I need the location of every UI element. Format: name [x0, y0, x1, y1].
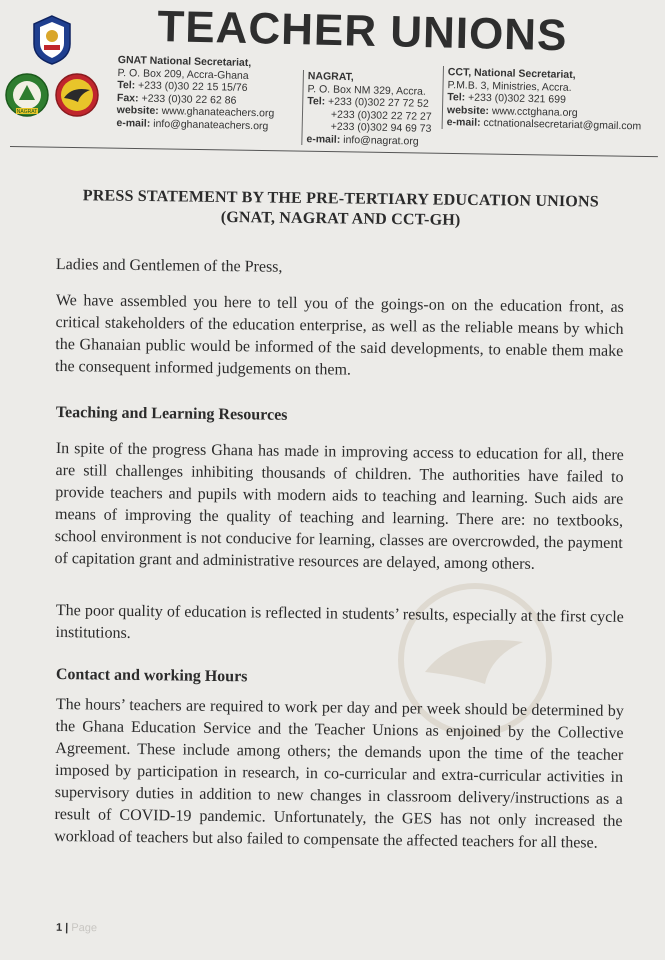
nagrat-tel-2: +233 (0)302 22 72 27 — [330, 108, 432, 123]
union-logos — [2, 12, 110, 122]
cct-logo-icon — [54, 72, 100, 118]
nagrat-contact-block — [301, 70, 432, 148]
page-number: 1 — [55, 921, 63, 934]
nagrat-logo-text: NAGRAT — [16, 109, 38, 115]
section-heading-working-hours: Contact and working Hours — [55, 666, 248, 686]
gnat-address: P. O. Box 209, Accra-Ghana — [117, 66, 249, 82]
cct-tel: +233 (0)302 321 699 — [465, 91, 567, 106]
cct-tel-label: Tel: — [447, 91, 466, 104]
gnat-website-link[interactable]: www.ghanateachers.org — [158, 104, 275, 120]
cct-website-label: website: — [446, 103, 490, 117]
intro-paragraph: We have assembled you here to tell you of the goings-on on the education front, as critical stakeholders of the education enterprise, as well as the reliable means by which the Ghanaian public would be informed of the said developments, to enable them make the consequent informed judgements on them. — [54, 291, 624, 379]
cct-email-label: e-mail: — [446, 116, 481, 129]
gnat-fax-label: Fax: — [116, 91, 139, 104]
letterhead-title: TEACHER UNIONS — [156, 2, 568, 61]
nagrat-tel-label: Tel: — [307, 95, 326, 108]
cct-email-link[interactable]: cctnationalsecretariat@gmail.com — [480, 116, 642, 133]
gnat-email-link[interactable]: info@ghanateachers.org — [150, 117, 269, 132]
gnat-website-label: website: — [116, 103, 159, 117]
letterhead-divider — [10, 146, 658, 157]
quality-paragraph: The poor quality of education is reflected in students’ results, especially at the first cycle institutions. — [55, 601, 624, 642]
greeting: Ladies and Gentlemen of the Press, — [55, 255, 283, 276]
working-hours-paragraph: The hours’ teachers are required to work per day and per week should be determined by the Ghana Education Service and the Teacher Unions as enjoined by the Collective Agreement. These include among others; the demands upon the time of the teacher imposed by participation in research, in co-curricular and extra-curricular activities in supervisory duties in addition to new changes in classroom delivery/instructions as a result of COVID-19 pandemic. Unfortunately, the GES has not only increased the workload of teachers but also failed to compensate the affected teachers for all these. — [54, 695, 624, 852]
resources-paragraph: In spite of the progress Ghana has made in improving access to education for all, there are still challenges inhibiting thousands of children. The authorities have failed to provide teachers and pupils with modern aids to teaching and learning. Such aids are means of improving the quality of teaching and learning. There are: no textbooks, school environment is not conducive for learning, classes are overcrowded, the payment of capitation grant and administrative resources are delayed, among others. — [54, 439, 624, 573]
heading-line-1: PRESS STATEMENT BY THE PRE-TERTIARY EDUCATION UNIONS — [82, 187, 599, 211]
gnat-tel: +233 (0)30 22 15 15/76 — [135, 79, 248, 94]
cct-contact-block — [442, 66, 643, 133]
page-word: Page — [71, 921, 98, 935]
page-separator: | — [62, 921, 72, 934]
nagrat-email-link[interactable]: info@nagrat.org — [340, 133, 419, 148]
section-heading-resources: Teaching and Learning Resources — [55, 404, 288, 424]
press-statement-heading — [66, 186, 616, 233]
nagrat-tel-3: +233 (0)302 94 69 73 — [330, 120, 432, 135]
cct-name: CCT, National Secretariat, — [447, 66, 576, 82]
gnat-fax: +233 (0)30 22 62 86 — [138, 91, 237, 107]
nagrat-email-label: e-mail: — [306, 132, 341, 146]
page-footer — [56, 922, 97, 935]
nagrat-address: P. O. Box NM 329, Accra. — [307, 82, 426, 98]
nagrat-logo-icon — [4, 72, 50, 118]
nagrat-tel-1: +233 (0)302 27 72 52 — [325, 95, 429, 110]
gnat-contact-block — [116, 54, 275, 133]
cct-address: P.M.B. 3, Ministries, Accra. — [447, 78, 572, 94]
gnat-email-label: e-mail: — [116, 116, 151, 130]
gnat-logo-icon — [30, 14, 74, 66]
gnat-name: GNAT National Secretariat, — [117, 54, 252, 70]
cct-website-link[interactable]: www.cctghana.org — [488, 104, 578, 119]
gnat-tel-label: Tel: — [117, 78, 136, 92]
nagrat-name: NAGRAT, — [307, 70, 354, 84]
heading-line-2: (GNAT, NAGRAT AND CCT-GH) — [220, 208, 461, 229]
